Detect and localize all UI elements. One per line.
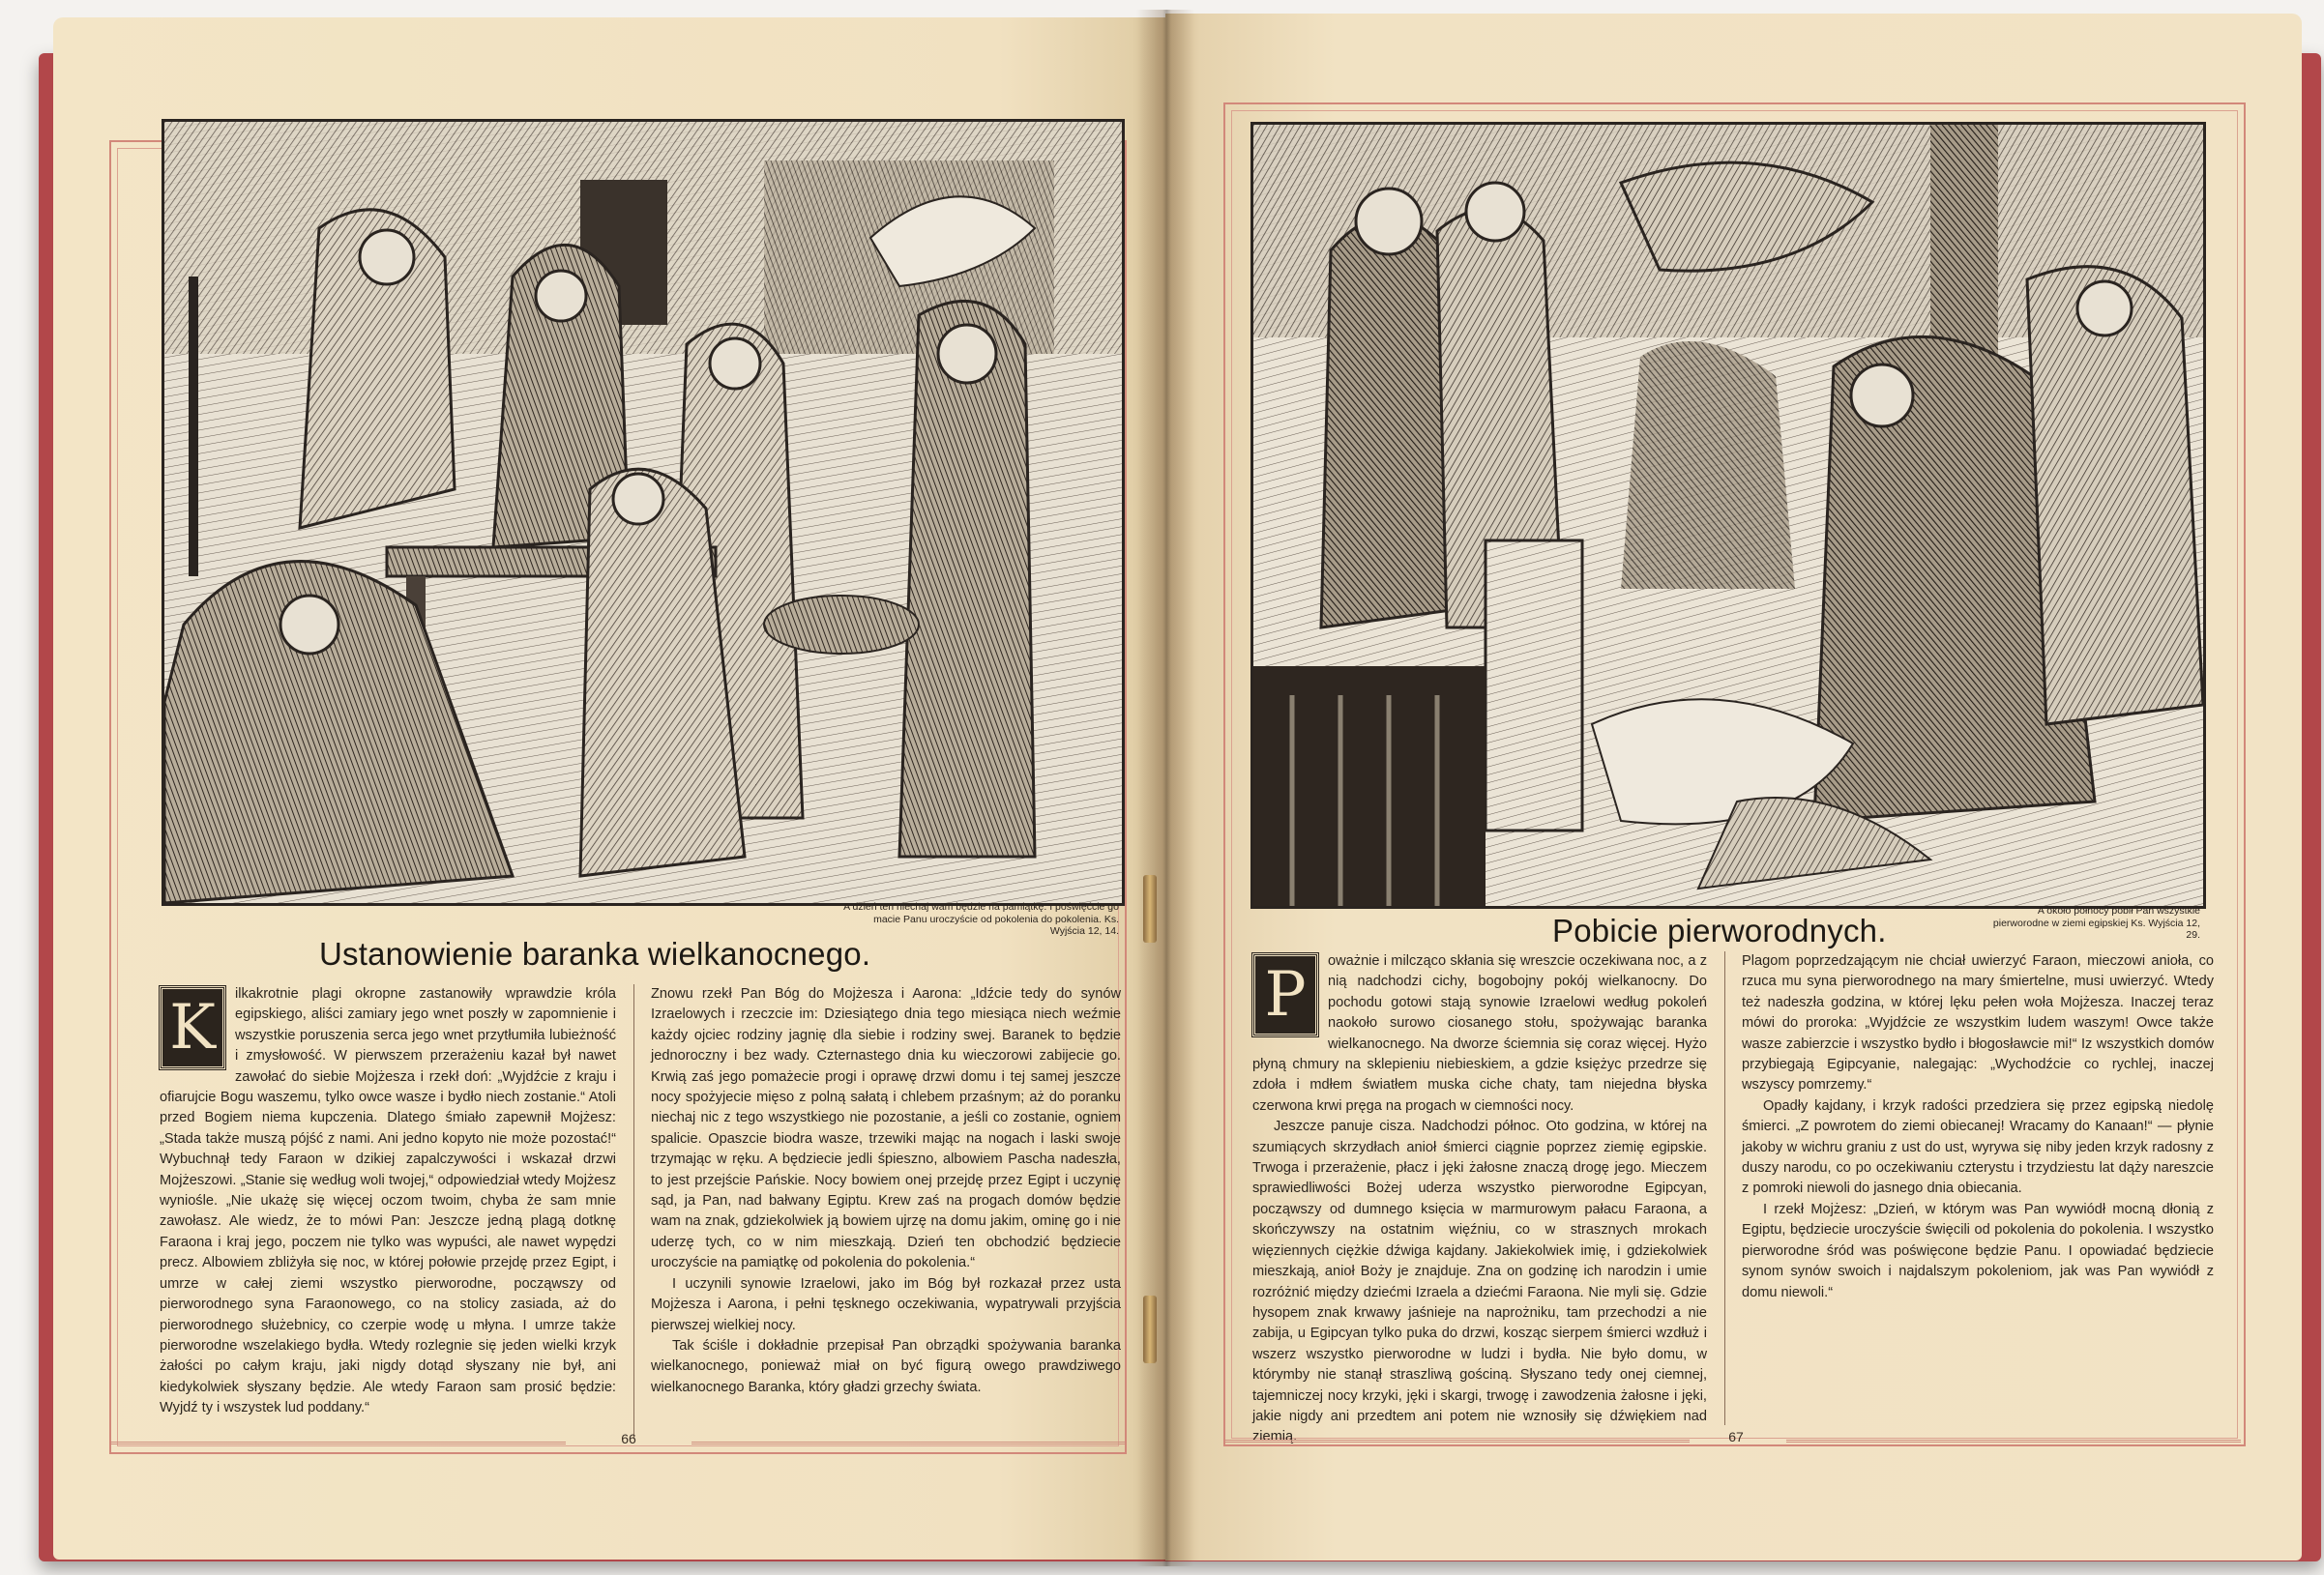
right-paragraph-1: oważnie i milcząco skłania się wreszcie oczekiwana noc, a z nią nadchodzi cichy, bogobojny pokój wielkanocny. Do pochodu gotowi stają synowie Izraelowi według pokoleń naokoło surowo ciosanego stołu, spożywając baranka wielkanocnego. Na dworze ściemnia się coraz więcej. Hyżo płyną chmury na sklepieniu niebieskiem, a gdzie księżyc przedrze się zdoła i mdłem światłem muska ciche chaty, tam niejedna błyska czerwona krwi pręga na progach w ciemności nocy. [1252, 953, 1707, 1114]
illustration-passover-lamb [162, 119, 1125, 906]
left-dropcap: K [160, 986, 225, 1069]
right-column-divider [1724, 951, 1725, 1425]
left-paragraph-1: ilkakrotnie plagi okropne zastanowiły wprawdzie króla egipskiego, aliści zamiary jego wnet poszły w zapomnienie i wszystkie poruszenia serca jego wnet przytłumiła lubieżność i zmysłowość. W pierwszem przerażeniu kazał był nawet zawołać do siebie Mojżesza i rzekł doń: „Wyjdźcie z kraju i ofiarujcie Bogu waszemu, tylko owce wasze i bydło niech zostanie.“ Atoli przed Bogiem niema kupczenia. Dlatego śmiało zapewnił Mojżesz: „Stada także muszą pójść z nami. Ani jedno kopyto nie może pozostać!“ Wybuchnął tedy Faraon w dzikiej zapalczywości i wskazał drzwi Mojżeszowi. „Stanie się według woli twojej,“ odpowiedział wtedy Mojżesz wyniośle. „Nie ukażę się więcej oczom twoim, chyba że sam mnie zawołasz. Ale wiedz, że to mówi Pan: Jeszcze jedną plagą dotknę Faraona i kraj jego, poczem nie tylko was wypuści, ale nawet wypędzi precz. Albowiem zbliżyła się noc, w której połowie przejdę przez Egipt, i umrze w całej ziemi wszystko pierworodne, począwszy od pierworodnego syna Faraonowego, co na stolicy zasiada, aż do pierworodnego służebnicy, co czerpie wodę u młyna. I umrze także pierworodne wszelakiego bydła. Wtedy rozlegnie się jeden wielki krzyk żałości po całym kraju, jaki nigdy dotąd słyszany nie był, ani kiedykolwiek słyszany będzie. Ale wtedy Faraon sam prosić będzie: Wyjdź ty i wszystek lud poddany.“ [160, 986, 616, 1416]
right-dropcap: P [1252, 953, 1318, 1036]
illustration-death-of-firstborn [1250, 122, 2206, 909]
right-text-column-2 [1742, 951, 2214, 1303]
right-paragraph-5: I rzekł Mojżesz: „Dzień, w którym was Pan wywiódł mocną dłonią z Egiptu, będziecie uroczyście święcili od pokolenia do pokolenia. I wszystko pierworodne śród was poświęcone będzie Panu. I opowiadać będziecie synom synów swoich i najdalszym pokoleniom, jak was Pan wywiódł z domu niewoli.“ [1742, 1201, 2214, 1300]
binding-clip-top [1143, 875, 1157, 943]
left-footer-rule-right [691, 1442, 1125, 1444]
left-paragraph-3: I uczynili synowie Izraelowi, jako im Bóg był rozkazał przez usta Mojżesza i Aarona, i pełni tęsknego oczekiwania, wypatrywali przyjścia pierwszej wielkiej nocy. [651, 1275, 1121, 1333]
left-text-column-1 [160, 984, 616, 1419]
right-paragraph-3: Plagom poprzedzającym nie chciał uwierzyć Faraon, mieczowi anioła, co rzuca mu syna pierworodnego na mary śmiertelne, musi uwierzyć. Wtedy też nadeszła godzina, w której lęku pełen woła Mojżesza. Inaczej teraz mówi do proroka: „Wyjdźcie ze wszystkim ludem waszym! Owce także wasze zabierzcie i wszystko bydło i błogosławcie mi!“ Iz wszystkich domów przybiegają Egipcyanie, nalegając: „Wychodźcie co rychlej, inaczej wszyscy pomrzemy.“ [1742, 953, 2214, 1094]
right-paragraph-2: Jeszcze panuje cisza. Nadchodzi północ. Oto godzina, w której na szumiących skrzydłach anioł śmierci ciągnie poprzez ziemię egipskie. Trwoga i przerażenie, płacz i jęki żałosne znaczą drogę jego. Mieczem sprawiedliwości Bożej uderza wszystko pierworodne Egipcyan, począwszy od dumnego księcia w marmurowym pałacu Faraona, a skończywszy na ostatnim więźniu, co w strasznych mrokach więziennych ciężkie dźwiga kajdany. Jakiekolwiek imię, i gdziekolwiek mieszkają, anioł Boży je znajduje. Zna on godzinę ich narodzin i umie rozróżnić między dziećmi Izraela a dziećmi Faraona. Nie myli się. Gdzie hysopem znak krwawy jaśnieje na naprożniku, tam przechodzi a nie zabija, u Egipcyan tylko puka do drzwi, kosząc sierpem śmierci wzdłuż i wszerz wszystko pierworodne w ludzi i bydła. Nie było domu, w którymby nie stanął straszliwą gościną. Słyszano tedy onej ciemnej, tajemniczej nocy krzyki, jęki i skargi, trwogę i zawodzenia żałosne i jęki, jakie nigdy ani przedtem ani potem nie wznosiły się dźwiękiem nad ziemią. [1252, 1119, 1707, 1445]
left-column-divider [633, 984, 634, 1439]
right-chapter-title: Pobicie pierworodnych. [1552, 913, 1887, 948]
right-caption-quote: A około północy pobił Pan wszystkie pierworodne w ziemi egipskiej Ks. Wyjścia 12, 29. [1992, 905, 2200, 941]
right-footer-rule-right [1786, 1440, 2241, 1443]
left-page [53, 17, 1165, 1560]
right-footer-rule-left [1225, 1440, 1690, 1443]
left-text-column-2 [651, 984, 1121, 1398]
right-paragraph-4: Opadły kajdany, i krzyk radości przedziera się przez egipską niedolę śmierci. „Z powrotem do ziemi obiecanej! Wracamy do Kanaan!“ — płynie jakoby w wichru graniu z ust do ust, wyrywa się niby jeden krzyk radosny z duszy narodu, co po oczekiwaniu czterystu i trzydziestu lat dąży nareszcie z pomroki niewoli do jasnego dnia obiecania. [1742, 1097, 2214, 1197]
left-paragraph-4: Tak ściśle i dokładnie przepisał Pan obrządki spożywania baranka wielkanocnego, ponieważ miał on być figurą owego prawdziwego wielkanocnego Baranka, który gładzi grzechy świata. [651, 1337, 1121, 1395]
left-chapter-title: Ustanowienie baranka wielkanocnego. [319, 936, 871, 972]
right-page-number: 67 [1728, 1429, 1744, 1444]
binding-clip-bottom [1143, 1296, 1157, 1363]
left-page-footer [111, 1431, 1125, 1448]
left-caption-quote: A dzień ten niechaj wam będzie na pamiątkę. I poświęćcie go macie Panu uroczyście od pokolenia do pokolenia. Ks. Wyjścia 12, 14. [843, 901, 1119, 937]
right-text-column-1 [1252, 951, 1707, 1448]
right-page-footer [1225, 1429, 2241, 1446]
right-page [1165, 14, 2302, 1560]
left-paragraph-2: Znowu rzekł Pan Bóg do Mojżesza i Aarona: „Idźcie tedy do synów Izraelowych i rzeczcie im: Dziesiątego dnia tego miesiąca niech weźmie każdy ojciec rodziny jagnię dla siebie i rodziny swej. Baranek to będzie jednoroczny i bez wady. Czternastego dnia ku wieczorowi zabijecie go. Krwią zaś jego pomażecie progi i oprawę drzwi domu i tej samej jeszcze nocy spożyjecie mięso z polną sałatą i chlebem przaśnym; aż do poranku niechaj nic z tego wszystkiego nie pozostanie, a jeśli co zostanie, ogniem spalicie. Opaszcie biodra wasze, trzewiki mając na nogach i laski swoje trzymając w ręku. A będziecie jedli śpieszno, albowiem Pascha nadeszła, to jest przejście Pańskie. Nocy bowiem onej przejdę przez Egipt i uczynię sąd, ja Pan, nad bałwany Egiptu. Krew zaś na progach domów będzie wam na znak, gdziekolwiek ją bowiem ujrzę na domu jakim, ominę go i nie uderzę tych, co w nim mieszkają. Dzień ten obchodzić będziecie uroczyście na pamiątkę od pokolenia do pokolenia.“ [651, 986, 1121, 1271]
left-page-number: 66 [621, 1431, 636, 1446]
left-footer-rule-left [111, 1442, 566, 1444]
